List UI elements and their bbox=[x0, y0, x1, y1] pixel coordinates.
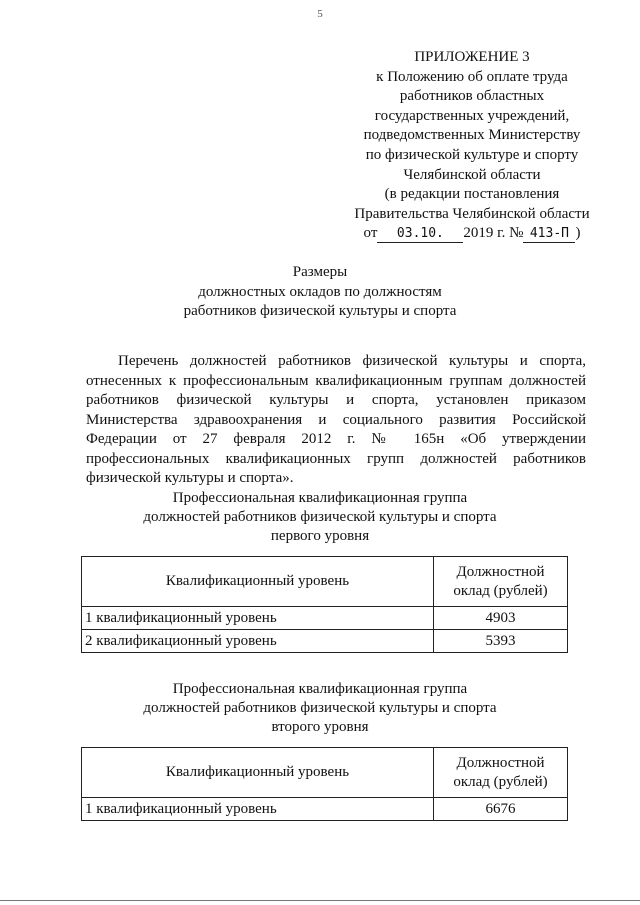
resolution-date: 03.10. bbox=[377, 226, 463, 243]
approval-line: Правительства Челябинской области bbox=[354, 205, 590, 222]
title-line: должностных окладов по должностям bbox=[198, 283, 442, 300]
group-heading-line: должностей работников физической культуры и спорта bbox=[143, 509, 497, 525]
group-heading-line: первого уровня bbox=[270, 528, 370, 544]
title-line: работников физической культуры и спорта bbox=[183, 303, 457, 319]
column-header-level: Квалификационный уровень bbox=[82, 557, 434, 607]
approval-line: подведомственных Министерству bbox=[363, 127, 581, 144]
from-prefix: от bbox=[363, 225, 378, 242]
resolution-year: 2019 г. № bbox=[463, 225, 524, 242]
level-cell: 2 квалификационный уровень bbox=[82, 630, 434, 653]
approval-line: работников областных bbox=[399, 88, 545, 105]
level-cell: 1 квалификационный уровень bbox=[82, 798, 434, 821]
table-row bbox=[82, 630, 568, 653]
approval-line: Челябинской области bbox=[403, 166, 541, 183]
column-header-salary: Должностной оклад (рублей) bbox=[434, 557, 568, 607]
group-heading-line: Профессиональная квалификационная группа bbox=[172, 490, 468, 506]
approval-line: государственных учреждений, bbox=[374, 107, 570, 124]
salary-cell: 6676 bbox=[434, 798, 568, 821]
column-header-salary: Должностной оклад (рублей) bbox=[434, 748, 568, 798]
title-line: Размеры bbox=[292, 264, 348, 280]
group-heading-line: второго уровня bbox=[271, 719, 369, 735]
salary-table-first-level bbox=[81, 556, 568, 653]
table-header-row bbox=[82, 557, 568, 607]
salary-cell: 5393 bbox=[434, 630, 568, 653]
resolution-reference bbox=[322, 224, 622, 244]
group-heading-line: Профессиональная квалификационная группа bbox=[172, 681, 468, 697]
approval-line: (в редакции постановления bbox=[384, 186, 560, 203]
page-bottom-edge bbox=[0, 900, 640, 901]
approval-line: к Положению об оплате труда bbox=[376, 68, 568, 85]
appendix-title: ПРИЛОЖЕНИЕ 3 bbox=[414, 49, 530, 65]
page-number: 5 bbox=[317, 8, 323, 20]
column-header-level: Квалификационный уровень bbox=[82, 748, 434, 798]
approval-line: по физической культуре и спорту bbox=[365, 146, 579, 163]
table-header-row bbox=[82, 748, 568, 798]
document-title bbox=[0, 263, 640, 322]
salary-table-second-level bbox=[81, 747, 568, 821]
approval-block bbox=[322, 48, 622, 244]
intro-paragraph bbox=[86, 352, 586, 489]
table-row bbox=[82, 607, 568, 630]
level-cell: 1 квалификационный уровень bbox=[82, 607, 434, 630]
group-heading-line: должностей работников физической культуры и спорта bbox=[143, 700, 497, 716]
closing-paren: ) bbox=[575, 225, 581, 242]
resolution-number: 413-П bbox=[523, 226, 575, 243]
table-row bbox=[82, 798, 568, 821]
salary-cell: 4903 bbox=[434, 607, 568, 630]
group-heading-second-level bbox=[0, 680, 640, 737]
intro-text: Перечень должностей работников физической культуры и спорта, отнесенных к профессиональным квалификационным группам должностей работников физической культуры и спорта, установлен приказом Министерства здравоохранения и социального развития Российской Федерации от 27 февраля 2012 г. № 165н «Об утверждении профессиональных квалификационных групп должностей работников физической культуры и спорта». bbox=[86, 353, 586, 486]
group-heading-first-level bbox=[0, 489, 640, 546]
